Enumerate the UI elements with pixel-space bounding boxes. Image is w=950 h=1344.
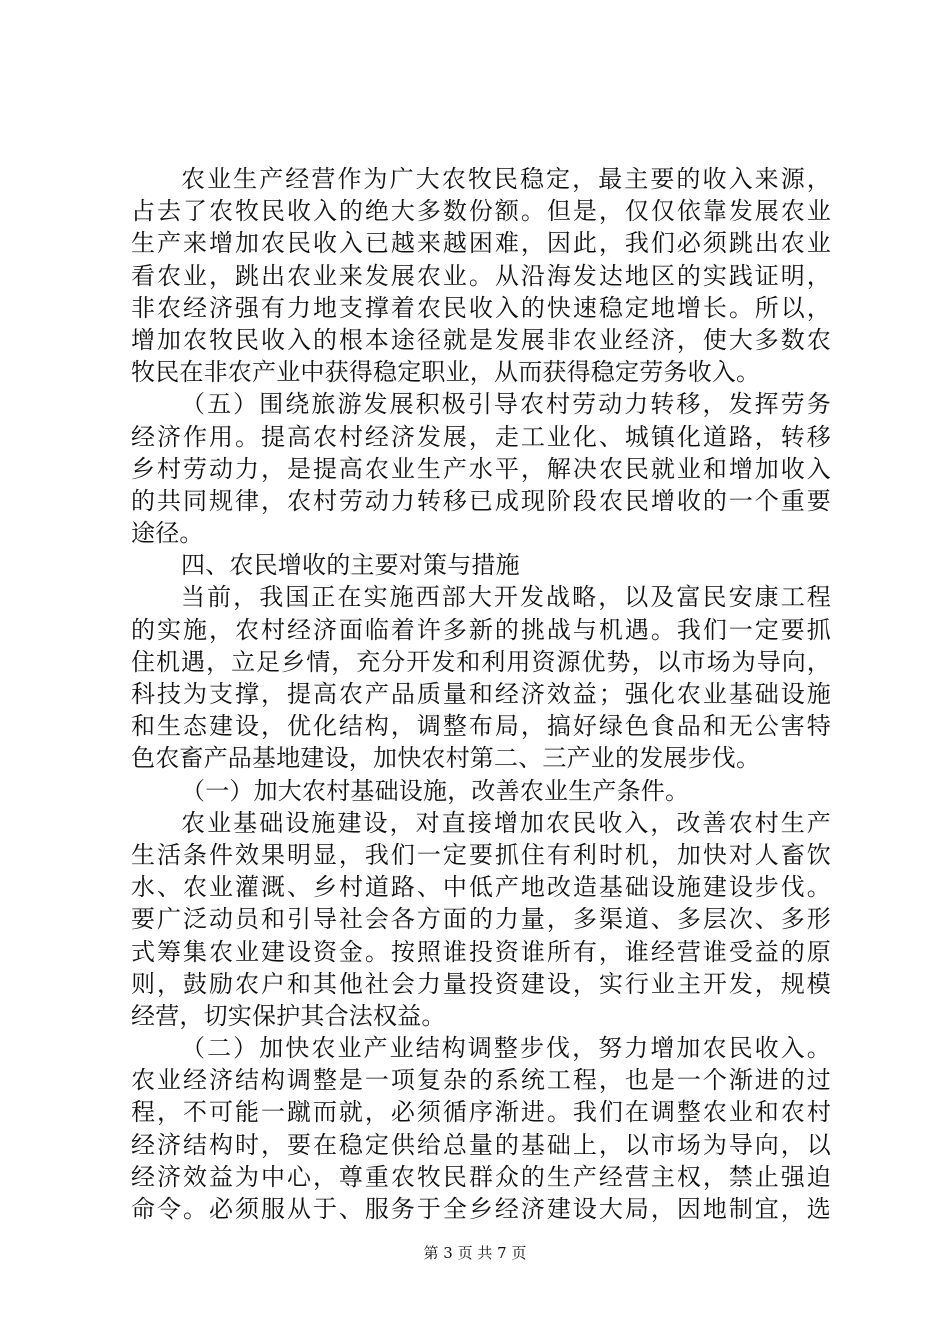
text-line: 和生态建设，优化结构，调整布局，搞好绿色食品和无公害特 xyxy=(131,712,831,741)
section-heading-4: 四、农民增收的主要对策与措施 xyxy=(181,551,520,580)
text-line: 经营，切实保护其合法权益。 xyxy=(131,1001,446,1030)
text-line: 的共同规律，农村劳动力转移已成现阶段农民增收的一个重要 xyxy=(131,486,831,515)
text-line: 非农经济强有力地支撑着农民收入的快速稳定地增长。所以， xyxy=(131,293,831,322)
subsection-heading-1: （一）加大农村基础设施，改善农业生产条件。 xyxy=(181,776,690,805)
text-line: 要广泛动员和引导社会各方面的力量，多渠道、多层次、多形 xyxy=(131,905,831,934)
document-body xyxy=(131,163,831,1225)
text-line: 途径。 xyxy=(131,519,204,548)
text-line: 的实施，农村经济面临着许多新的挑战与机遇。我们一定要抓 xyxy=(131,615,831,644)
text-line: 占去了农牧民收入的绝大多数份额。但是，仅仅依靠发展农业 xyxy=(131,197,831,226)
text-line: 看农业，跳出农业来发展农业。从沿海发达地区的实践证明， xyxy=(131,261,831,290)
text-line: 乡村劳动力，是提高农业生产水平，解决农民就业和增加收入 xyxy=(131,454,831,483)
subsection-heading-2: （二）加快农业产业结构调整步伐，努力增加农民收入。 xyxy=(181,1034,831,1063)
text-line: 程，不可能一蹴而就，必须循序渐进。我们在调整农业和农村 xyxy=(131,1098,831,1127)
text-line: 农业基础设施建设，对直接增加农民收入，改善农村生产 xyxy=(181,808,831,837)
text-line: 色农畜产品基地建设，加快农村第二、三产业的发展步伐。 xyxy=(131,744,761,773)
page-number-footer: 第 3 页 共 7 页 xyxy=(423,1244,527,1262)
text-line: 命令。必须服从于、服务于全乡经济建设大局，因地制宜，选 xyxy=(131,1195,831,1223)
text-line: 生产来增加农民收入已越来越困难，因此，我们必须跳出农业 xyxy=(131,229,831,258)
text-line: 经济效益为中心，尊重农牧民群众的生产经营主权，禁止强迫 xyxy=(131,1162,831,1191)
text-line: 经济结构时，要在稳定供给总量的基础上，以市场为导向，以 xyxy=(131,1130,831,1159)
text-line: 式筹集农业建设资金。按照谁投资谁所有，谁经营谁受益的原 xyxy=(131,937,831,966)
text-line: 生活条件效果明显，我们一定要抓住有利时机，加快对人畜饮 xyxy=(131,840,831,869)
text-line: 住机遇，立足乡情，充分开发和利用资源优势，以市场为导向， xyxy=(131,647,831,676)
text-line: 当前，我国正在实施西部大开发战略，以及富民安康工程 xyxy=(181,583,831,612)
text-line: 农业经济结构调整是一项复杂的系统工程，也是一个渐进的过 xyxy=(131,1066,831,1095)
text-line: 增加农牧民收入的根本途径就是发展非农业经济，使大多数农 xyxy=(131,325,831,354)
text-line: 农业生产经营作为广大农牧民稳定，最主要的收入来源， xyxy=(181,165,831,193)
text-line: 牧民在非农产业中获得稳定职业，从而获得稳定劳务收入。 xyxy=(131,358,761,387)
text-line: 水、农业灌溉、乡村道路、中低产地改造基础设施建设步伐。 xyxy=(131,873,831,902)
text-line: 科技为支撑，提高农产品质量和经济效益；强化农业基础设施 xyxy=(131,680,831,708)
section-heading-5: （五）围绕旅游发展积极引导农村劳动力转移，发挥劳务 xyxy=(181,390,831,419)
text-line: 则，鼓励农户和其他社会力量投资建设，实行业主开发，规模 xyxy=(131,969,831,998)
text-line: 经济作用。提高农村经济发展，走工业化、城镇化道路，转移 xyxy=(131,422,831,451)
